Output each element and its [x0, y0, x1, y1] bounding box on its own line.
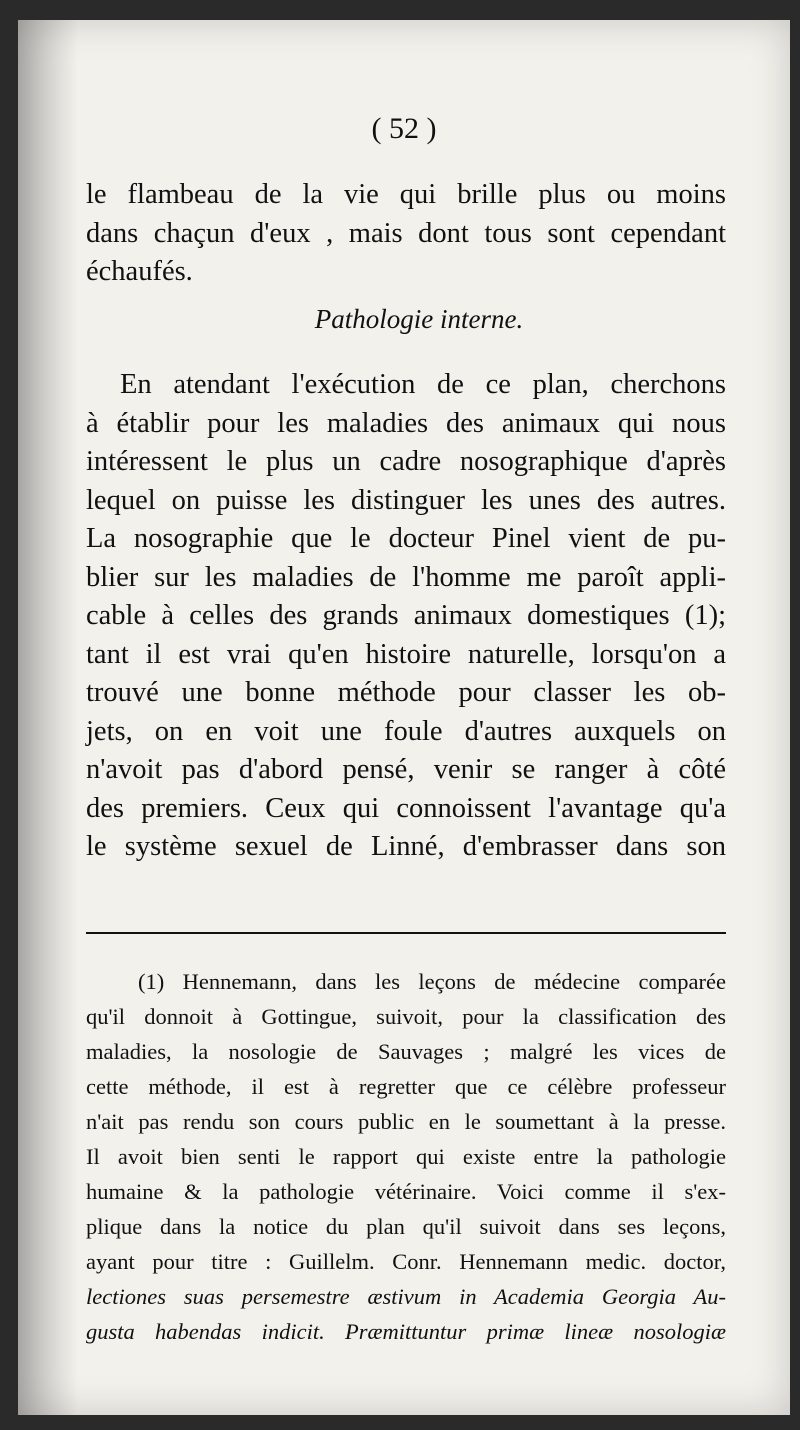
footnote-line: maladies, la nosologie de Sauvages ; malgré les vices de	[86, 1039, 726, 1064]
paragraph-block	[86, 366, 726, 867]
footnote-line: Il avoit bien senti le rapport qui existe entre la pathologie	[86, 1144, 726, 1169]
text-line: des premiers. Ceux qui connoissent l'avantage qu'a	[86, 792, 726, 824]
footnote-line: gusta habendas indicit. Præmittuntur primæ lineæ nosologiæ	[86, 1319, 726, 1344]
text-line: le flambeau de la vie qui brille plus ou moins	[86, 179, 726, 210]
text-line: n'avoit pas d'abord pensé, venir se ranger à côté	[86, 754, 726, 785]
footnote-divider	[86, 932, 726, 934]
text-line: cable à celles des grands animaux domestiques (1);	[86, 600, 726, 631]
footnote-line: n'ait pas rendu son cours public en le soumettant à la presse.	[86, 1109, 726, 1134]
footnote-line: (1) Hennemann, dans les leçons de médecine comparée	[138, 969, 726, 994]
footnote-line: cette méthode, il est à regretter que ce célèbre professeur	[86, 1074, 726, 1099]
gutter-shadow	[18, 20, 78, 1415]
section-heading: Pathologie interne.	[314, 304, 524, 334]
footnote-line: lectiones suas persemestre æstivum in Academia Georgia Au-	[86, 1284, 726, 1309]
text-line: tant il est vrai qu'en histoire naturelle, lorsqu'on a	[86, 638, 726, 670]
text-line: En atendant l'exécution de ce plan, cherchons	[120, 369, 726, 400]
text-line: jets, on en voit une foule d'autres auxquels on	[86, 715, 726, 747]
footnote-line: qu'il donnoit à Gottingue, suivoit, pour la classification des	[86, 1004, 726, 1029]
text-line: blier sur les maladies de l'homme me paroît appli-	[86, 561, 726, 593]
footnote-line: plique dans la notice du plan qu'il suivoit dans ses leçons,	[86, 1214, 726, 1239]
text-line: lequel on puisse les distinguer les unes des autres.	[86, 484, 726, 516]
book-page	[18, 20, 790, 1415]
text-line: La nosographie que le docteur Pinel vient de pu-	[86, 523, 726, 554]
top-text-block	[86, 176, 726, 292]
footnote-line: humaine & la pathologie vétérinaire. Voici comme il s'ex-	[86, 1179, 726, 1204]
footnote-line: ayant pour titre : Guillelm. Conr. Hennemann medic. doctor,	[86, 1249, 726, 1274]
text-line: échaufés.	[86, 256, 193, 287]
text-line: à établir pour les maladies des animaux qui nous	[86, 407, 726, 439]
text-line: dans chaçun d'eux , mais dont tous sont cependant	[86, 217, 726, 249]
page-number: ( 52 )	[371, 112, 437, 145]
text-line: trouvé une bonne méthode pour classer les ob-	[86, 677, 726, 708]
footnote-block	[86, 964, 726, 1349]
text-line: le système sexuel de Linné, d'embrasser dans son	[86, 831, 726, 862]
text-line: intéressent le plus un cadre nosographique d'après	[86, 446, 726, 477]
